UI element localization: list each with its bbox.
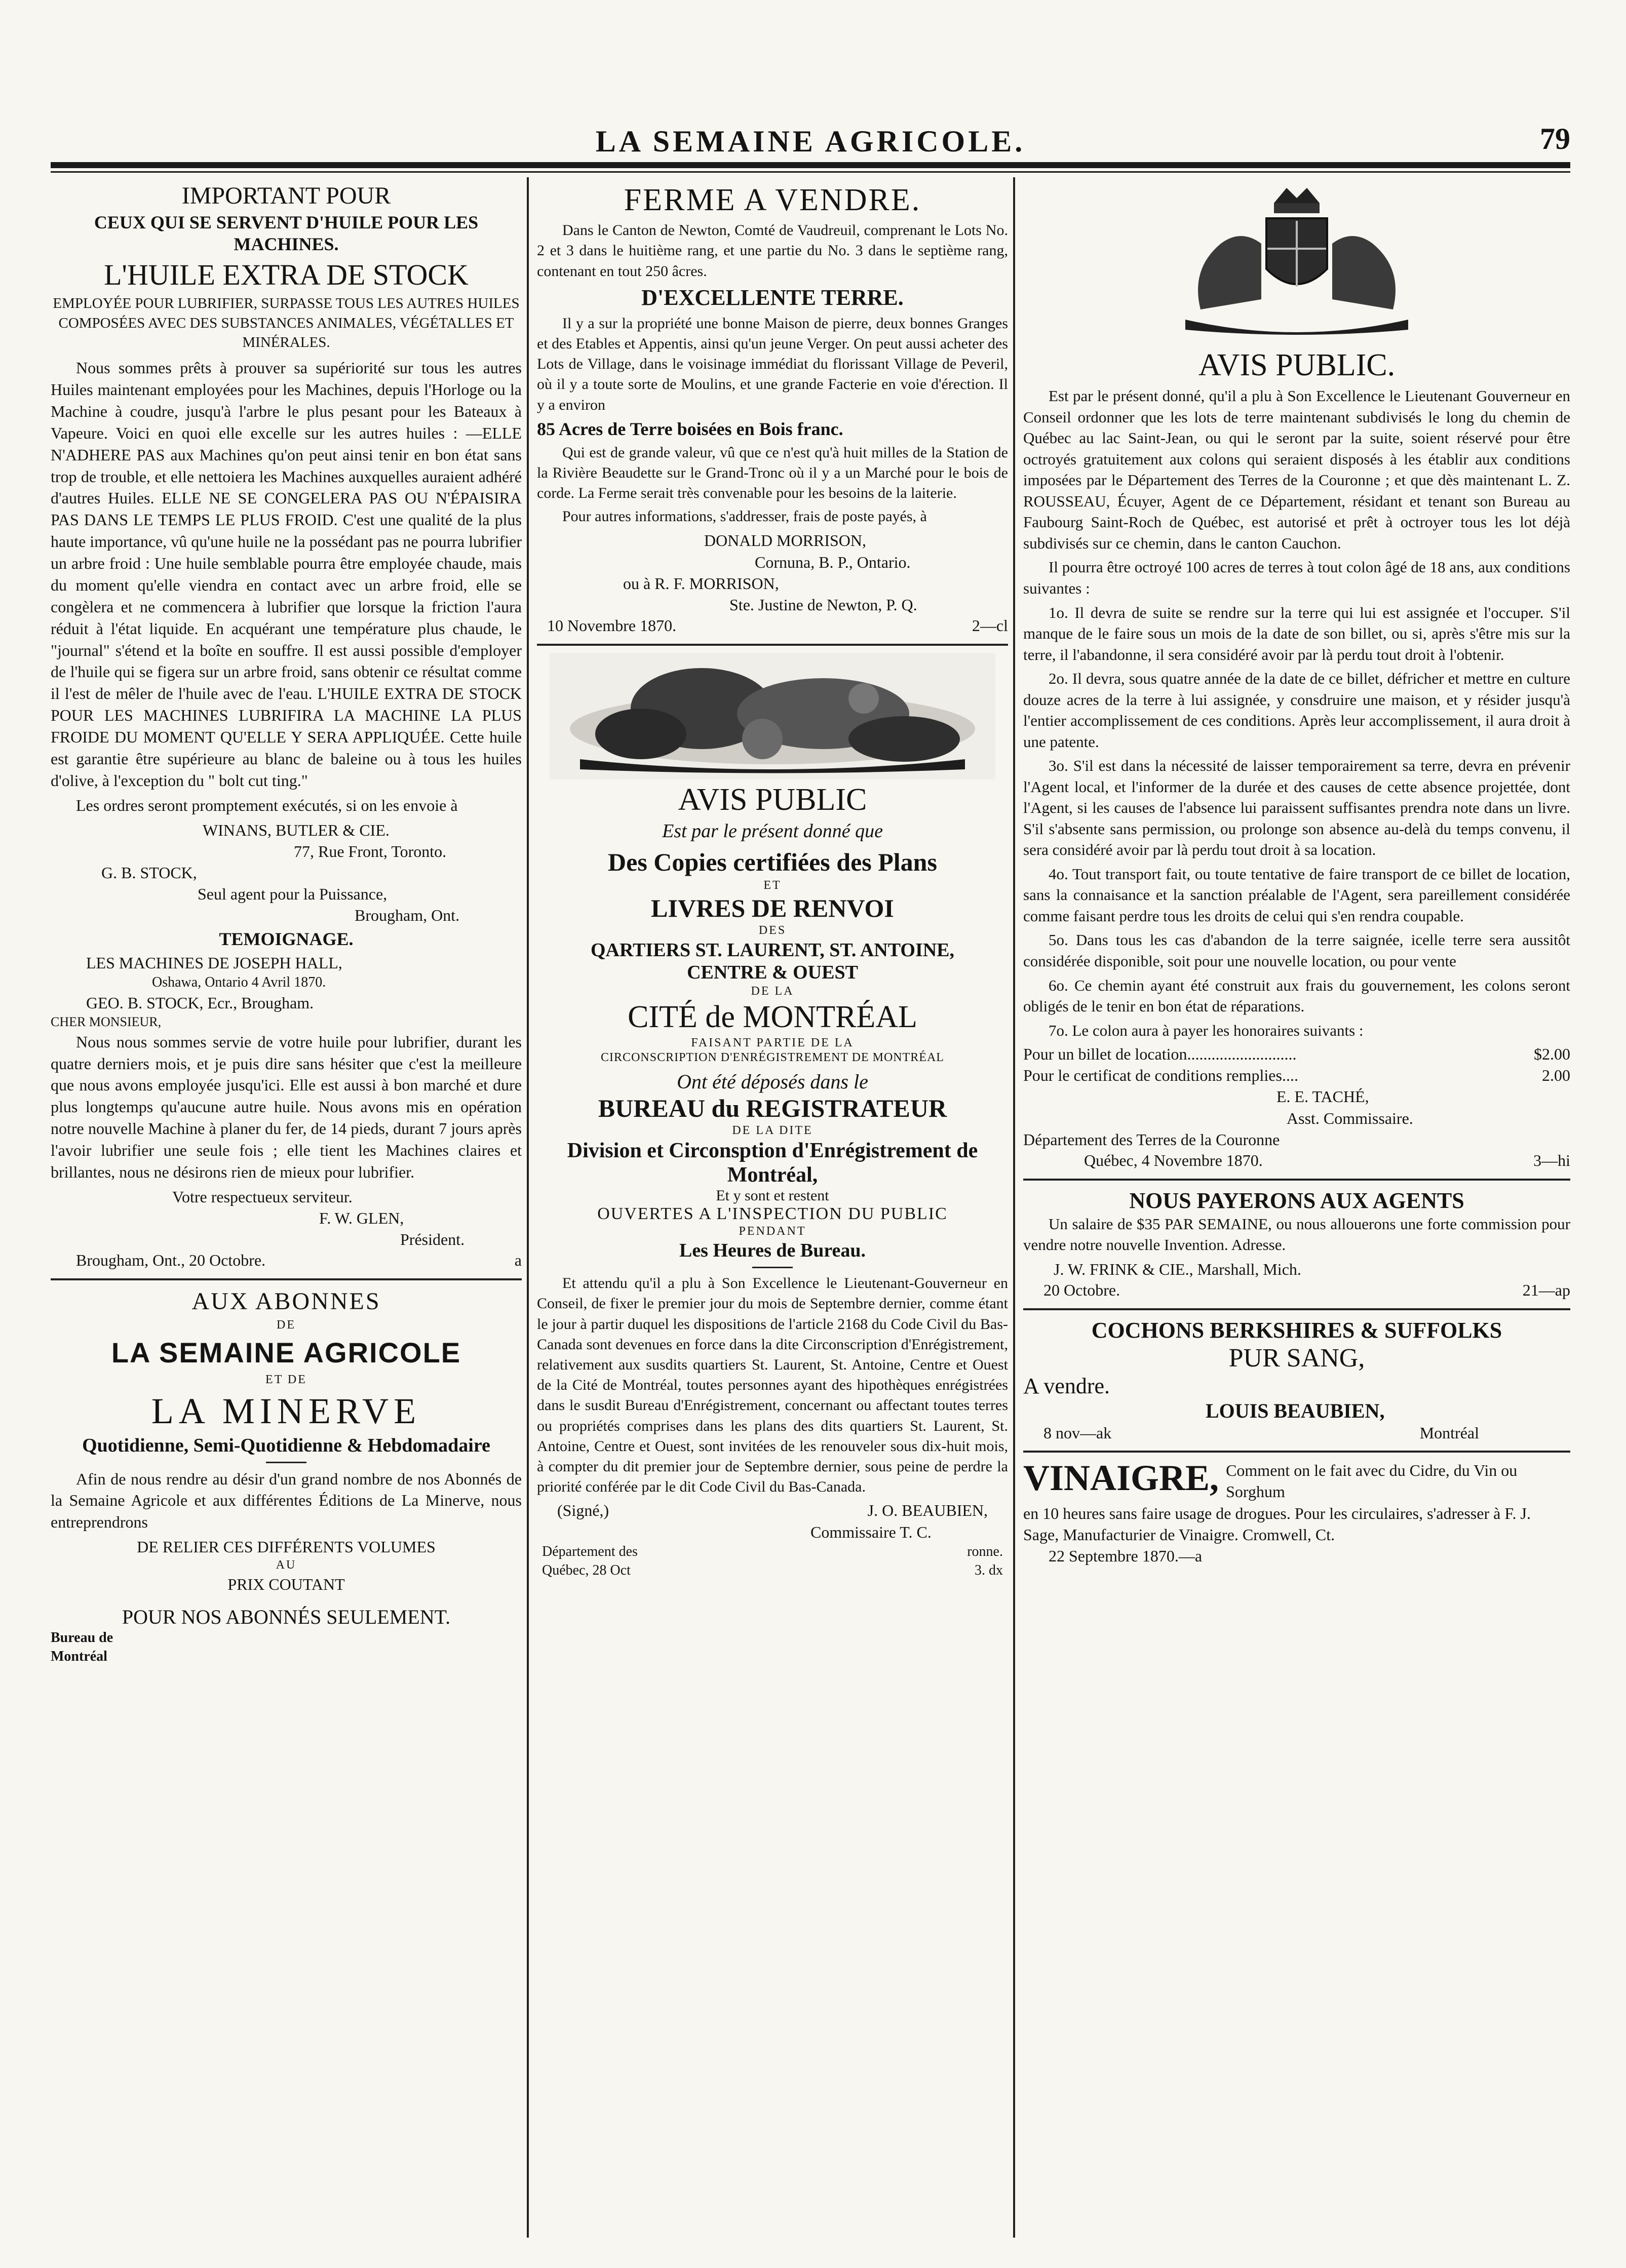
vinegar-ad [1023, 1460, 1570, 1567]
ad-body: Un salaire de $35 PAR SEMAINE, ou nous allouerons une forte commission pour vendre notre nouvelle Invention. Adresse. [1023, 1215, 1570, 1254]
signer-role: Commissaire T. C. [810, 1522, 932, 1541]
ad-title: NOUS PAYERONS AUX AGENTS [1129, 1188, 1464, 1213]
oil-advertisement [51, 182, 522, 1271]
bureau-label: Bureau de [51, 1629, 113, 1646]
ad-tagline: EMPLOYÉE POUR LUBRIFIER, SURPASSE TOUS LES AUTRES HUILES COMPOSÉES AVEC DES SUBSTANCES ANIMALES, VÉGÉTALLES ET MINÉRALES. [53, 295, 520, 350]
dateline: Brougham, Ont., 20 Octobre. [76, 1251, 266, 1270]
notice-intro: Est par le présent donné, qu'il a plu à Son Excellence le Lieutenant Gouverneur en Conseil ordonner que les lots de terre maintenant subdivisés le long du chemin de Québec au lac Saint-Jean, ou qui le seront par la suite, soient réservé pour être octroyés gratuitement aux colons qui seraient disposés à les établir aux conditions imposées par le Département des Terres de la Couronne ; et que dès maintenant L. Z. ROUSSEAU, Écuyer, Agent de ce Département, résidant et tenant son Bureau au Faubourg Saint-Roch de Québec, est autorisé et prêt à octroyer tous les lot déjà subdivisés sur ce chemin, dans le canton Cauchon. [1023, 387, 1570, 552]
ad-body: Il y a sur la propriété une bonne Maison de pierre, deux bonnes Granges et des Etables et Appentis, ainsi qu'un jeune Verger. On peut aussi acheter des Lots de Village, dans le voisinage immédiat du florissant Village de Peveril, où il y a toute sorte de Moulins, et une grande Facterie en voie d'érection. Il y a environ [537, 315, 1008, 413]
bureau-place: Montréal [51, 1648, 107, 1664]
connector: DE LA [751, 984, 794, 998]
ad-line: A vendre. [1023, 1373, 1110, 1398]
paper-editions: Quotidienne, Semi-Quotidienne & Hebdomadaire [82, 1434, 490, 1456]
column-middle [537, 180, 1008, 2238]
connector: DE LA DITE [732, 1123, 813, 1137]
ad-subtitle: PUR SANG, [1228, 1343, 1365, 1373]
department-place: Québec, 28 Oct [542, 1562, 631, 1578]
contact-address: Cornuna, B. P., Ontario. [755, 553, 911, 571]
page-number: 79 [1540, 122, 1570, 155]
section-divider [1023, 1179, 1570, 1181]
testimonial-place: Oshawa, Ontario 4 Avril 1870. [152, 974, 326, 991]
connector: DE [277, 1318, 296, 1332]
signer-name: J. O. BEAUBIEN, [867, 1501, 988, 1520]
product-name: L'HUILE EXTRA DE STOCK [104, 258, 469, 291]
ad-place: Montréal [1419, 1423, 1479, 1442]
ad-title: IMPORTANT POUR [181, 182, 391, 209]
notice-line: CIRCONSCRIPTION D'ENRÉGISTREMENT DE MONTRÉAL [601, 1050, 944, 1064]
notice-mark: 3. dx [975, 1562, 1003, 1578]
notice-heading: BUREAU du REGISTRATEUR [598, 1093, 947, 1122]
company-address: 77, Rue Front, Toronto. [294, 842, 447, 861]
paper-name: LA SEMAINE AGRICOLE [111, 1337, 461, 1369]
notice-title: AVIS PUBLIC. [1198, 348, 1396, 382]
signer-name: E. E. TACHÉ, [1276, 1087, 1369, 1106]
connector: FAISANT PARTIE DE LA [691, 1036, 854, 1049]
notice-title: AUX ABONNES [191, 1288, 381, 1315]
signer-role: Asst. Commissaire. [1287, 1109, 1413, 1127]
ad-intro: Comment on le fait avec du Cidre, du Vin ou Sorghum [1226, 1461, 1518, 1501]
fee-label: Pour un billet de location........................... [1023, 1045, 1297, 1064]
connector: ET DE [265, 1373, 307, 1387]
contact-name: ou à R. F. MORRISON, [623, 574, 779, 593]
pigs-ad [1023, 1317, 1570, 1444]
section-divider [537, 644, 1008, 646]
notice-line: POUR NOS ABONNÉS SEULEMENT. [122, 1605, 451, 1628]
condition-3: 3o. S'il est dans la nécessité de laisser temporairement sa terre, devra en prévenir l'Agent local, et l'informer de la durée et des causes de cette absence projettée, dont l'Agent, si les causes de l'absence lui paraissent suffisantes prendra note dans un livre. S'il s'absente sans permission, ou prolonge son absence au-delà du temps convenu, il sera considéré avoir par là perdu tout droit à sa location. [1023, 757, 1570, 859]
page-header [51, 116, 1570, 162]
connector: PENDANT [739, 1225, 806, 1238]
header-rule [51, 162, 1570, 168]
ad-intro: Dans le Canton de Newton, Comté de Vaudreuil, comprenant le Lots No. 2 et 3 dans le huitième rang, et une partie du No. 3 dans le septième rang, contenant en tout 250 âcres. [537, 222, 1008, 280]
testimonial-heading: TEMOIGNAGE. [219, 928, 354, 949]
notice-mark: 3—hi [1533, 1151, 1570, 1170]
department-place: Québec, 4 Novembre 1870. [1084, 1151, 1263, 1170]
ad-heading: D'EXCELLENTE TERRE. [641, 285, 904, 310]
salutation: CHER MONSIEUR, [51, 1014, 162, 1030]
ad-date: 20 Octobre. [1043, 1280, 1120, 1299]
royal-coat-of-arms-icon [1155, 183, 1439, 345]
connector: DES [758, 924, 787, 937]
signer-role: Président. [400, 1230, 465, 1249]
testimonial-source: LES MACHINES DE JOSEPH HALL, [86, 953, 342, 972]
farm-sale-ad [537, 183, 1008, 637]
condition-4: 4o. Tout transport fait, ou toute tentative de faire transport de ce billet de location, sans la connaisance et la sanction préalable de l'Agent, sera pareillement considérée comme faisant perdre tous les droits de celui qui s'en rendra coupable. [1023, 865, 1570, 925]
company-name: WINANS, BUTLER & CIE. [203, 820, 390, 839]
orders-line: Les ordres seront promptement exécutés, si on les envoie à [76, 796, 458, 814]
harvest-engraving [550, 653, 995, 779]
notice-line: OUVERTES A L'INSPECTION DU PUBLIC [597, 1204, 948, 1224]
ad-title: COCHONS BERKSHIRES & SUFFOLKS [1091, 1317, 1502, 1343]
ad-mark: 21—ap [1522, 1280, 1570, 1299]
notice-line: PRIX COUTANT [227, 1575, 345, 1593]
section-divider [1023, 1308, 1570, 1310]
section-divider [51, 1278, 522, 1280]
notice-heading: Division et Circonsption d'Enrégistrement de Montréal, [567, 1139, 978, 1187]
connector: AU [276, 1558, 297, 1572]
notice-title: AVIS PUBLIC [678, 782, 867, 817]
contact-address: Ste. Justine de Newton, P. Q. [729, 596, 917, 614]
condition-5: 5o. Dans tous les cas d'abandon de la terre saignée, icelle terre sera aussitôt considérée disponible, soit pour une nouvelle location, ou pour vente [1023, 931, 1570, 970]
column-divider [1013, 177, 1015, 2238]
ad-mark: 2—cl [972, 616, 1008, 635]
condition-2: 2o. Il devra, sous quatre année de la date de ce billet, défricher et mettre en culture douze acres de la terre à lui assignée, y consdruire une maison, et y résider jusqu'à l'entier accomplissement de ces conditions. Après leur accomplissement, il aura droit à une patente. [1023, 670, 1570, 751]
public-notice-lands [1023, 348, 1570, 1171]
agent-place: Brougham, Ont. [355, 906, 460, 925]
signed-label: (Signé,) [557, 1501, 609, 1520]
closing: Votre respectueux serviteur. [172, 1187, 353, 1206]
notice-heading: Des Copies certifiées des Plans [608, 848, 937, 877]
public-notice-plans [537, 783, 1008, 1580]
testimonial-recipient: GEO. B. STOCK, Ecr., Brougham. [86, 994, 314, 1012]
notice-paragraph: Afin de nous rendre au désir d'un grand nombre de nos Abonnés de la Semaine Agricole et aux différentes Éditions de La Minerve, nous entreprendrons [51, 1469, 522, 1532]
column-right [1023, 180, 1570, 2238]
ad-title: FERME A VENDRE. [624, 183, 921, 217]
column-divider [527, 177, 529, 2238]
agent-role: Seul agent pour la Puissance, [198, 885, 388, 904]
ad-date: 8 nov—ak [1043, 1423, 1112, 1442]
condition-6: 6o. Ce chemin ayant été construit aux frais du gouvernement, les colons seront obligés de le tenir en bon état de réparations. [1023, 976, 1570, 1015]
contact-name: J. W. FRINK & CIE., Marshall, Mich. [1054, 1260, 1301, 1278]
agents-ad [1023, 1188, 1570, 1301]
ad-body: en 10 heures sans faire usage de drogues. Pour les circulaires, s'adresser à F. J. Sage, Manufacturier de Vinaigre. Cromwell, Ct. [1023, 1504, 1531, 1544]
notice-line: DE RELIER CES DIFFÉRENTS VOLUMES [137, 1538, 436, 1556]
notice-subtitle: Est par le présent donné que [662, 820, 883, 842]
notice-line: Et y sont et restent [716, 1187, 829, 1204]
notice-paragraph: Il pourra être octroyé 100 acres de terres à tout colon âgé de 18 ans, aux conditions suivantes : [1023, 558, 1570, 597]
fee-amount: 2.00 [1542, 1066, 1570, 1084]
fee-amount: $2.00 [1534, 1045, 1570, 1064]
notice-heading: QARTIERS ST. LAURENT, ST. ANTOINE, [590, 939, 955, 961]
dateline-mark: a [514, 1251, 522, 1270]
condition-7: 7o. Le colon aura à payer les honoraires suivants : [1049, 1021, 1364, 1039]
city-name: CITÉ de MONTRÉAL [628, 999, 917, 1034]
ad-subtitle: CEUX QUI SE SERVENT D'HUILE POUR LES MACHINES. [94, 212, 479, 255]
header-rule-thin [51, 171, 1570, 173]
notice-body: Et attendu qu'il a plu à Son Excellence le Lieutenant-Gouverneur en Conseil, de fixer le premier jour du mois de Septembre dernier, comme étant le jour à partir duquel les dispositions de l'article 2168 du Code Civil du Bas-Canada sont devenues en force dans la dite Circonscription d'Enrégistrement, relativement aux susdits quartiers St. Laurent, St. Antoine, Centre et Ouest de la Cité de Montréal, toutes personnes ayant des hipothèques enrégistrées dans le susdit Bureau d'Enrégistrement, concernant ou affectant toutes terres ou propriétés comprises dans les plans des dits quartiers St. Laurent, St. Antoine, Centre et Ouest, sont invitées de les renouveler sous dix-huit mois, à compter du dit premier jour de Septembre dernier, sous peine de perdre la priorité conférée par le dit Code Civil du Bas-Canada. [537, 1275, 1008, 1496]
fee-label: Pour le certificat de conditions remplies.... [1023, 1066, 1298, 1084]
department: Département des Terres de la Couronne [1023, 1130, 1280, 1149]
ad-title: VINAIGRE, [1023, 1458, 1219, 1499]
subscribers-notice [51, 1287, 522, 1666]
ad-heading: 85 Acres de Terre boisées en Bois franc. [537, 418, 843, 439]
ad-paragraph: Nous sommes prêts à prouver sa supériorité sur tous les autres Huiles maintenant employées pour les Machines, depuis l'Horloge ou la Machine à coudre, jusqu'à l'arbre le plus pesant pour les Bateaux à Vapeure. Voici en quoi elle excelle sur les autres huiles : —ELLE N'ADHERE PAS aux Machines qu'on peut ainsi tenir en bon état sans trop de trouble, et elle nettoiera les Machines auxquelles auraient adhéré d'autres Huiles. ELLE NE SE CONGELERA PAS OU N'ÉPAISIRA PAS DANS LE TEMPS LE PLUS FROID. C'est une qualité de la plus haute importance, vû qu'une huile ne la possédant pas ne pourra lubrifier un arbre froid : Une huile semblable pourra être employée chaude, mais du moment qu'elle viendra en contact avec un arbre froid, elle se congèlera et ne commencera à lubrifier que lorsque la friction l'aura réduit à l'état liquide. En acquérant une température plus chaude, le "journal" s'étend et la boîte en souffre. Il est aussi possible d'employer de l'huile qui se figera sur un arbre froid, sans obtenir ce résultat comme il l'est de mêler de l'huile avec de l'eau. L'HUILE EXTRA DE STOCK POUR LES MACHINES LUBRIFIRA LA MACHINE LA PLUS FROIDE DU MOMENT QU'ELLE Y SERA APPLIQUÉE. Cette huile est garantie être supérieure au blanc de baleine ou à tous les huiles d'olive, à l'exception du " bolt cut ting." [51, 359, 522, 790]
section-divider [1023, 1451, 1570, 1453]
notice-line: Ont été déposés dans le [677, 1070, 868, 1093]
connector: ET [763, 879, 782, 892]
department-end: ronne. [967, 1544, 1003, 1560]
ad-body: Qui est de grande valeur, vû que ce n'est qu'à huit milles de la Station de la Rivière Beaudette sur le Grand-Tronc où il y a un Marché pour le bois de corde. La Ferme serait très convenable pour les besoins de la laiterie. [537, 444, 1008, 502]
condition-1: 1o. Il devra de suite se rendre sur la terre qui lui est assignée et l'occuper. S'il manque de le faire sous un mois de la date de son billet, ou si, après s'être mis sur la terre, il l'abandonne, il sera considéré avoir par là perdu tout droit à l'obtenir. [1023, 603, 1570, 663]
ad-date: 22 Septembre 1870.—a [1049, 1547, 1203, 1566]
masthead: LA SEMAINE AGRICOLE. [595, 125, 1026, 158]
ad-date: 10 Novembre 1870. [547, 616, 677, 635]
ad-body: Pour autres informations, s'addresser, frais de poste payés, à [562, 508, 927, 525]
contact-name: LOUIS BEAUBIEN, [1206, 1399, 1385, 1422]
notice-heading: LIVRES DE RENVOI [651, 894, 894, 923]
agent-name: G. B. STOCK, [101, 864, 197, 882]
department: Département des [542, 1544, 638, 1560]
signer-name: F. W. GLEN, [319, 1208, 404, 1227]
notice-heading: CENTRE & OUEST [687, 961, 858, 983]
paper-name: LA MINERVE [151, 1390, 421, 1431]
testimonial-letter: Nous nous sommes servie de votre huile pour lubrifier, durant les quatre derniers mois, et je puis dire sans hésiter que c'est la meilleure que nous avons employée jusqu'ici. Elle est aussi à bon marché et dure plus longtemps qu'aucune autre huile. Nous avons mis en opération notre nouvelle Machine à planer du fer, de 14 pieds, durant 7 jours après l'avoir lubrifier une seule fois ; elle tient les Machines claires et brillantes, nous ne désirons rien de mieux pour lubrifier. [51, 1032, 522, 1181]
contact-name: DONALD MORRISON, [704, 531, 867, 550]
notice-heading: Les Heures de Bureau. [679, 1240, 866, 1262]
column-left [51, 180, 522, 2238]
